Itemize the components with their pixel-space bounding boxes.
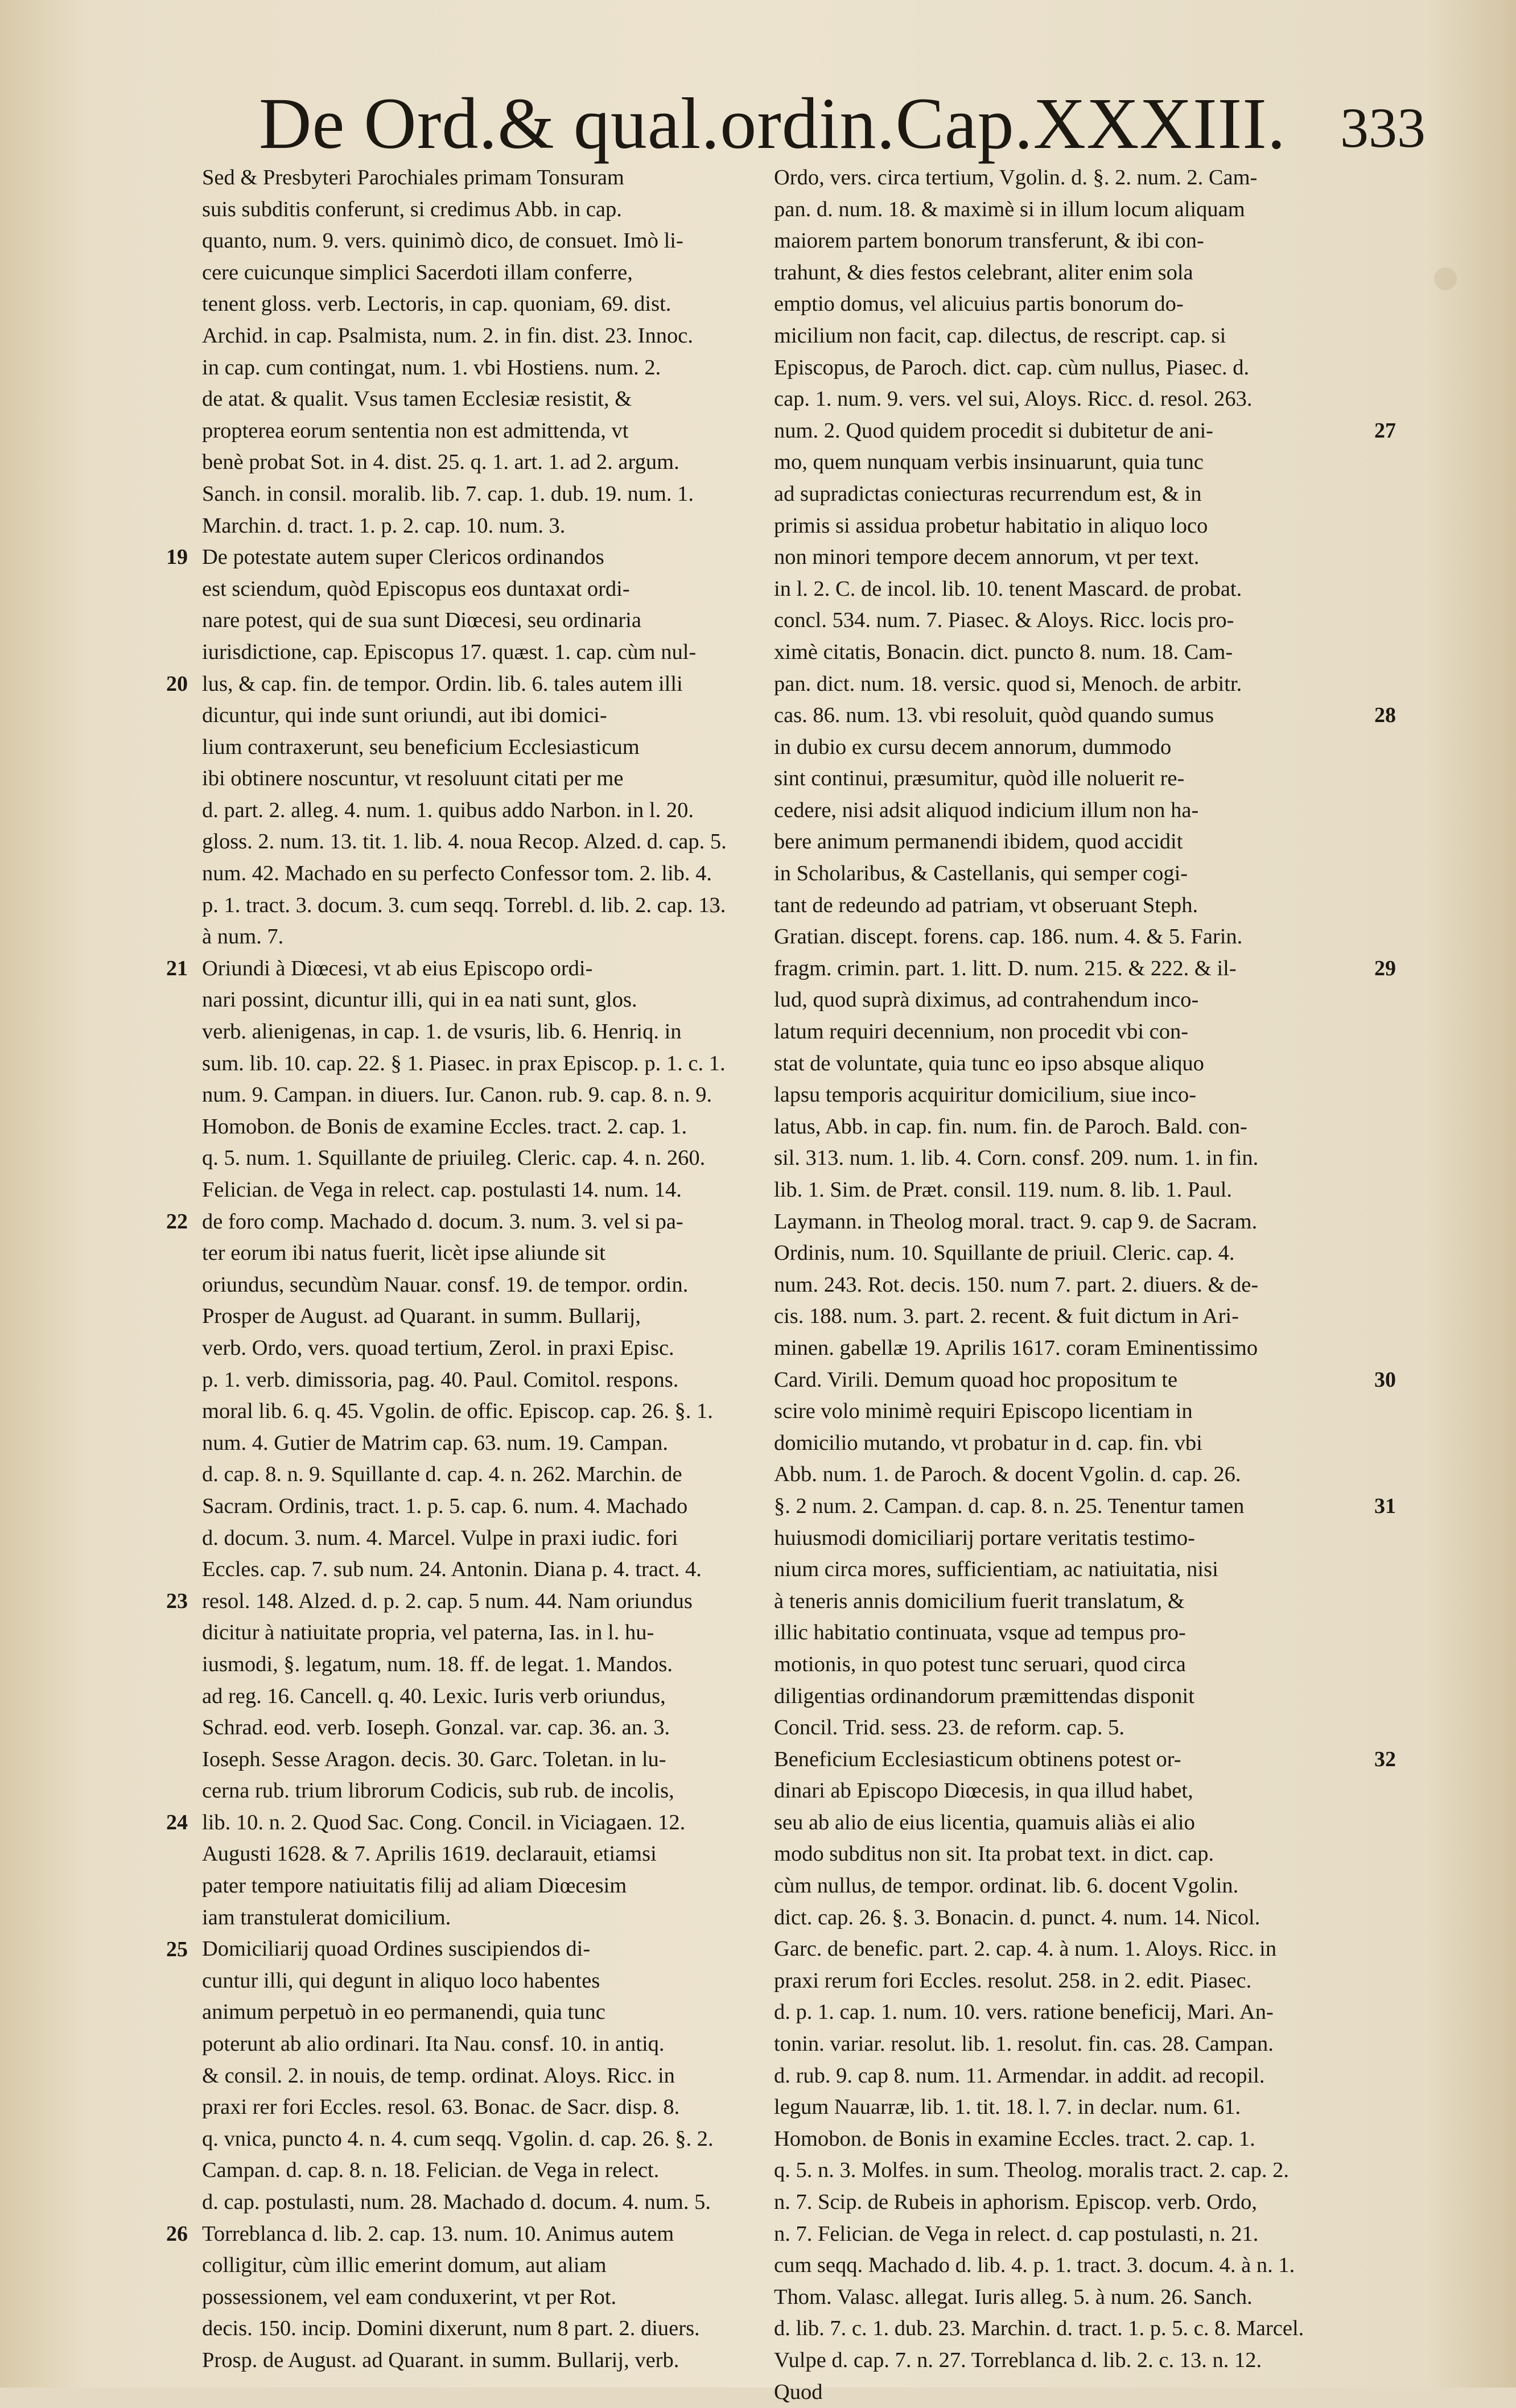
text-line: praxi rerum fori Eccles. resolut. 258. in 2. edit. Piasec.	[774, 1968, 1252, 1993]
text-line: cùm nullus, de tempor. ordinat. lib. 6. docent Vgolin.	[774, 1874, 1239, 1898]
text-line: fragm. crimin. part. 1. litt. D. num. 215. & 222. & il-	[774, 956, 1237, 980]
text-line: d. rub. 9. cap 8. num. 11. Armendar. in addit. ad recopil.	[774, 2063, 1265, 2088]
text-line: dinari ab Episcopo Diœcesis, in qua illud habet,	[774, 1779, 1193, 1803]
text-line: lud, quod suprà diximus, ad contrahendum inco-	[774, 988, 1199, 1012]
page-number: 333	[1340, 96, 1426, 159]
text-line: Abb. num. 1. de Paroch. & docent Vgolin. d. cap. 26.	[774, 1462, 1241, 1487]
text-line: d. lib. 7. c. 1. dub. 23. Marchin. d. tract. 1. p. 5. c. 8. Marcel.	[774, 2316, 1304, 2341]
text-line: seu ab alio de eius licentia, quamuis aliàs ei alio	[774, 1810, 1195, 1834]
text-line: sil. 313. num. 1. lib. 4. Corn. consf. 209. num. 1. in fin.	[774, 1146, 1259, 1170]
text-line: d. cap. 8. n. 9. Squillante d. cap. 4. n. 262. Marchin. de	[202, 1462, 682, 1487]
text-line: Ordinis, num. 10. Squillante de priuil. Cleric. cap. 4.	[774, 1241, 1235, 1265]
text-line: num. 243. Rot. decis. 150. num 7. part. 2. diuers. & de-	[774, 1272, 1259, 1297]
text-line: Concil. Trid. sess. 23. de reform. cap. 5.	[774, 1716, 1124, 1740]
text-line: de foro comp. Machado d. docum. 3. num. 3. vel si pa-	[202, 1209, 683, 1234]
text-line: maiorem partem bonorum transferunt, & ibi con-	[774, 229, 1204, 253]
text-line: q. 5. n. 3. Molfes. in sum. Theolog. moralis tract. 2. cap. 2.	[774, 2158, 1289, 2183]
text-line: nare potest, qui de sua sunt Diœcesi, seu ordinaria	[202, 608, 641, 633]
text-line: Ioseph. Sesse Aragon. decis. 30. Garc. Toletan. in lu-	[202, 1747, 666, 1771]
text-line: Card. Virili. Demum quoad hoc propositum te	[774, 1367, 1178, 1392]
text-line: Beneficium Ecclesiasticum obtinens potest or-	[774, 1747, 1181, 1771]
text-line: tonin. variar. resolut. lib. 1. resolut. fin. cas. 28. Campan.	[774, 2032, 1274, 2056]
text-line: Vulpe d. cap. 7. n. 27. Torreblanca d. lib. 2. c. 13. n. 12.	[774, 2348, 1262, 2372]
text-line: p. 1. verb. dimissoria, pag. 40. Paul. Comitol. respons.	[202, 1367, 679, 1392]
text-line: d. p. 1. cap. 1. num. 10. vers. ratione beneficij, Mari. An-	[774, 2000, 1274, 2024]
text-line: Augusti 1628. & 7. Aprilis 1619. declarauit, etiamsi	[202, 1842, 657, 1866]
text-line: tant de redeundo ad patriam, vt obseruant Steph.	[774, 893, 1198, 917]
text-line: cas. 86. num. 13. vbi resoluit, quòd quando sumus	[774, 703, 1214, 728]
text-line: & consil. 2. in nouis, de temp. ordinat. Aloys. Ricc. in	[202, 2063, 675, 2088]
text-line: illic habitatio continuata, vsque ad tempus pro-	[774, 1621, 1186, 1645]
text-line: non minori tempore decem annorum, vt per text.	[774, 545, 1200, 570]
paper-stain	[1434, 267, 1457, 290]
paragraph-number: 30	[1374, 1367, 1396, 1392]
text-line: in l. 2. C. de incol. lib. 10. tenent Mascard. de probat.	[774, 576, 1242, 601]
paragraph-number: 31	[1374, 1494, 1396, 1519]
text-line: stat de voluntate, quia tunc eo ipso absque aliquo	[774, 1051, 1204, 1075]
text-line: sum. lib. 10. cap. 22. § 1. Piasec. in prax Episcop. p. 1. c. 1.	[202, 1051, 726, 1075]
paragraph-number: 26	[166, 2222, 188, 2246]
text-line: sint continui, præsumitur, quòd ille noluerit re-	[774, 766, 1185, 791]
text-line: à teneris annis domicilium fuerit translatum, &	[774, 1589, 1185, 1613]
text-line: ibi obtinere noscuntur, vt resoluunt citati per me	[202, 766, 624, 791]
text-line: emptio domus, vel alicuius partis bonorum do-	[774, 292, 1184, 316]
text-line: nari possint, dicuntur illi, qui in ea nati sunt, glos.	[202, 988, 637, 1012]
text-line: cedere, nisi adsit aliquod indicium illum non ha-	[774, 798, 1199, 822]
paragraph-number: 21	[166, 956, 188, 980]
text-line: Felician. de Vega in relect. cap. postulasti 14. num. 14.	[202, 1178, 682, 1202]
paragraph-number: 25	[166, 1937, 188, 1961]
text-line: decis. 150. incip. Domini dixerunt, num 8 part. 2. diuers.	[202, 2316, 700, 2341]
text-line: micilium non facit, cap. dilectus, de rescript. cap. si	[774, 323, 1226, 348]
text-line: diligentias ordinandorum præmittendas disponit	[774, 1684, 1194, 1708]
text-line: iam transtulerat domicilium.	[202, 1905, 451, 1929]
text-line: d. part. 2. alleg. 4. num. 1. quibus addo Narbon. in l. 20.	[202, 798, 694, 822]
paragraph-number: 22	[166, 1209, 188, 1234]
text-line: p. 1. tract. 3. docum. 3. cum seqq. Torrebl. d. lib. 2. cap. 13.	[202, 893, 726, 917]
text-line: tenent gloss. verb. Lectoris, in cap. quoniam, 69. dist.	[202, 292, 672, 316]
text-line: concl. 534. num. 7. Piasec. & Aloys. Ricc. locis pro-	[774, 608, 1234, 633]
text-line: moral lib. 6. q. 45. Vgolin. de offic. Episcop. cap. 26. §. 1.	[202, 1399, 713, 1424]
text-line: cerna rub. trium librorum Codicis, sub rub. de incolis,	[202, 1779, 674, 1803]
text-line: domicilio mutando, vt probatur in d. cap. fin. vbi	[774, 1430, 1202, 1455]
text-line: Quod	[774, 2380, 823, 2404]
paragraph-number: 29	[1374, 956, 1396, 980]
text-line: num. 42. Machado en su perfecto Confessor tom. 2. lib. 4.	[202, 861, 712, 886]
text-line: pater tempore natiuitatis filij ad aliam Diœcesim	[202, 1874, 627, 1898]
text-line: motionis, in quo potest tunc seruari, quod circa	[774, 1652, 1186, 1676]
paragraph-number: 24	[166, 1811, 188, 1835]
text-line: trahunt, & dies festos celebrant, aliter enim sola	[774, 260, 1193, 284]
text-line: primis si assidua probetur habitatio in aliquo loco	[774, 513, 1208, 538]
text-line: Eccles. cap. 7. sub num. 24. Antonin. Diana p. 4. tract. 4.	[202, 1557, 702, 1582]
text-line: cere cuicunque simplici Sacerdoti illam conferre,	[202, 260, 633, 284]
paragraph-number: 19	[166, 545, 188, 570]
text-line: Sanch. in consil. moralib. lib. 7. cap. 1. dub. 19. num. 1.	[202, 481, 694, 506]
text-line: scire volo minimè requiri Episcopo licentiam in	[774, 1399, 1193, 1424]
text-line: cap. 1. num. 9. vers. vel sui, Aloys. Ricc. d. resol. 263.	[774, 387, 1253, 411]
text-line: dicitur à natiuitate propria, vel paterna, Ias. in l. hu-	[202, 1621, 654, 1645]
paragraph-number: 28	[1374, 703, 1396, 728]
text-line: colligitur, cùm illic emerint domum, aut aliam	[202, 2253, 607, 2278]
text-line: Episcopus, de Paroch. dict. cap. cùm nullus, Piasec. d.	[774, 355, 1250, 380]
text-line: Garc. de benefic. part. 2. cap. 4. à num. 1. Aloys. Ricc. in	[774, 1937, 1277, 1961]
text-line: legum Nauarræ, lib. 1. tit. 18. l. 7. in declar. num. 61.	[774, 2095, 1241, 2120]
text-line: Prosper de August. ad Quarant. in summ. Bullarij,	[202, 1304, 641, 1329]
text-line: in dubio ex cursu decem annorum, dummodo	[774, 735, 1172, 759]
text-line: Torreblanca d. lib. 2. cap. 13. num. 10. Animus autem	[202, 2221, 674, 2246]
text-line: num. 9. Campan. in diuers. Iur. Canon. rub. 9. cap. 8. n. 9.	[202, 1083, 712, 1107]
text-line: num. 4. Gutier de Matrim cap. 63. num. 19. Campan.	[202, 1430, 669, 1455]
text-line: d. docum. 3. num. 4. Marcel. Vulpe in praxi iudic. fori	[202, 1525, 678, 1550]
text-line: pan. dict. num. 18. versic. quod si, Menoch. de arbitr.	[774, 671, 1242, 696]
text-line: lib. 1. Sim. de Præt. consil. 119. num. 8. lib. 1. Paul.	[774, 1178, 1232, 1202]
text-line: Ordo, vers. circa tertium, Vgolin. d. §. 2. num. 2. Cam-	[774, 166, 1258, 189]
text-line: de atat. & qualit. Vsus tamen Ecclesiæ resistit, &	[202, 387, 632, 411]
text-line: pan. d. num. 18. & maximè si in illum locum aliquam	[774, 197, 1245, 221]
text-line: modo subditus non sit. Ita probat text. in dict. cap.	[774, 1842, 1214, 1866]
text-line: dicuntur, qui inde sunt oriundi, aut ibi domici-	[202, 703, 607, 728]
text-line: d. cap. postulasti, num. 28. Machado d. docum. 4. num. 5.	[202, 2190, 711, 2214]
text-line: mo, quem nunquam verbis insinuarunt, quia tunc	[774, 450, 1204, 475]
text-line: latum requiri decennium, non procedit vbi con-	[774, 1020, 1189, 1044]
text-line: Sed & Presbyteri Parochiales primam Tonsuram	[202, 166, 624, 189]
text-line: lapsu temporis acquiritur domicilium, siue inco-	[774, 1083, 1197, 1107]
text-line: cuntur illi, qui degunt in aliquo loco habentes	[202, 1968, 600, 1993]
text-line: in cap. cum contingat, num. 1. vbi Hostiens. num. 2.	[202, 355, 661, 380]
text-line: De potestate autem super Clericos ordinandos	[202, 545, 604, 570]
text-line: verb. Ordo, vers. quoad tertium, Zerol. in praxi Episc.	[202, 1335, 674, 1360]
left-column-text	[202, 162, 794, 2372]
text-line: verb. alienigenas, in cap. 1. de vsuris, lib. 6. Henriq. in	[202, 1020, 682, 1044]
text-line: resol. 148. Alzed. d. p. 2. cap. 5 num. 44. Nam oriundus	[202, 1589, 693, 1613]
text-line: Prosp. de August. ad Quarant. in summ. Bullarij, verb.	[202, 2348, 679, 2372]
text-line: praxi rer fori Eccles. resol. 63. Bonac. de Sacr. disp. 8.	[202, 2095, 680, 2120]
text-line: dict. cap. 26. §. 3. Bonacin. d. punct. 4. num. 14. Nicol.	[774, 1905, 1260, 1929]
text-line: Thom. Valasc. allegat. Iuris alleg. 5. à num. 26. Sanch.	[774, 2285, 1253, 2309]
text-line: à num. 7.	[202, 925, 284, 949]
running-title: De Ord.& qual.ordin.Cap.XXXIII.	[259, 83, 1286, 164]
text-line: cum seqq. Machado d. lib. 4. p. 1. tract. 3. docum. 4. à n. 1.	[774, 2253, 1295, 2278]
text-line: suis subditis conferunt, si credimus Abb. in cap.	[202, 197, 622, 221]
text-line: ximè citatis, Bonacin. dict. puncto 8. num. 18. Cam-	[774, 640, 1233, 664]
text-line: poterunt ab alio ordinari. Ita Nau. consf. 10. in antiq.	[202, 2032, 665, 2056]
paragraph-number: 27	[1374, 418, 1396, 443]
text-line: num. 2. Quod quidem procedit si dubitetur de ani-	[774, 418, 1213, 443]
text-line: huiusmodi domiciliarij portare veritatis testimo-	[774, 1525, 1195, 1550]
text-line: oriundus, secundùm Nauar. consf. 19. de tempor. ordin.	[202, 1272, 689, 1297]
text-line: propterea eorum sententia non est admittenda, vt	[202, 418, 629, 443]
text-line: Campan. d. cap. 8. n. 18. Felician. de Vega in relect.	[202, 2158, 660, 2183]
text-line: n. 7. Felician. de Vega in relect. d. cap postulasti, n. 21.	[774, 2221, 1259, 2246]
paragraph-number: 32	[1374, 1747, 1396, 1771]
text-line: ter eorum ibi natus fuerit, licèt ipse aliunde sit	[202, 1241, 605, 1265]
text-line: lus, & cap. fin. de tempor. Ordin. lib. 6. tales autem illi	[202, 671, 683, 696]
paragraph-number: 23	[166, 1589, 188, 1613]
text-line: Marchin. d. tract. 1. p. 2. cap. 10. num. 3.	[202, 513, 566, 538]
text-line: Archid. in cap. Psalmista, num. 2. in fin. dist. 23. Innoc.	[202, 323, 693, 348]
text-line: Schrad. eod. verb. Ioseph. Gonzal. var. cap. 36. an. 3.	[202, 1716, 670, 1740]
text-line: minen. gabellæ 19. Aprilis 1617. coram Eminentissimo	[774, 1335, 1258, 1360]
text-line: ad reg. 16. Cancell. q. 40. Lexic. Iuris verb oriundus,	[202, 1684, 666, 1708]
text-line: iurisdictione, cap. Episcopus 17. quæst. 1. cap. cùm nul-	[202, 640, 697, 664]
text-line: Oriundi à Diœcesi, vt ab eius Episcopo ordi-	[202, 956, 593, 980]
text-line: in Scholaribus, & Castellanis, qui semper cogi-	[774, 861, 1188, 886]
text-line: iusmodi, §. legatum, num. 18. ff. de legat. 1. Mandos.	[202, 1652, 673, 1676]
text-line: nium circa mores, sufficientiam, ac natiuitatia, nisi	[774, 1557, 1218, 1582]
text-line: §. 2 num. 2. Campan. d. cap. 8. n. 25. Tenentur tamen	[774, 1494, 1245, 1518]
text-line: Homobon. de Bonis in examine Eccles. tract. 2. cap. 1.	[774, 2126, 1255, 2151]
text-line: cis. 188. num. 3. part. 2. recent. & fuit dictum in Ari-	[774, 1304, 1239, 1329]
text-line: lium contraxerunt, seu beneficium Ecclesiasticum	[202, 735, 640, 759]
text-line: possessionem, vel eam conduxerint, vt per Rot.	[202, 2285, 617, 2309]
text-line: est sciendum, quòd Episcopus eos duntaxat ordi-	[202, 576, 630, 601]
right-column-text	[774, 162, 1366, 2404]
text-line: q. vnica, puncto 4. n. 4. cum seqq. Vgolin. d. cap. 26. §. 2.	[202, 2126, 714, 2151]
text-line: quanto, num. 9. vers. quinimò dico, de consuet. Imò li-	[202, 229, 683, 253]
text-line: lib. 10. n. 2. Quod Sac. Cong. Concil. in Viciagaen. 12.	[202, 1810, 686, 1834]
text-line: Laymann. in Theolog moral. tract. 9. cap 9. de Sacram.	[774, 1209, 1258, 1234]
text-line: ad supradictas coniecturas recurrendum est, & in	[774, 481, 1202, 506]
text-line: benè probat Sot. in 4. dist. 25. q. 1. art. 1. ad 2. argum.	[202, 450, 679, 475]
text-line: Homobon. de Bonis de examine Eccles. tract. 2. cap. 1.	[202, 1114, 687, 1139]
paragraph-number: 20	[166, 671, 188, 696]
text-line: gloss. 2. num. 13. tit. 1. lib. 4. noua Recop. Alzed. d. cap. 5.	[202, 830, 727, 854]
text-line: bere animum permanendi ibidem, quod accidit	[774, 830, 1183, 854]
page-header	[259, 85, 1426, 162]
text-line: n. 7. Scip. de Rubeis in aphorism. Episcop. verb. Ordo,	[774, 2190, 1258, 2214]
text-line: q. 5. num. 1. Squillante de priuileg. Cleric. cap. 4. n. 260.	[202, 1146, 706, 1170]
text-line: latus, Abb. in cap. fin. num. fin. de Paroch. Bald. con-	[774, 1114, 1247, 1139]
text-line: Gratian. discept. forens. cap. 186. num. 4. & 5. Farin.	[774, 925, 1243, 949]
text-line: Domiciliarij quoad Ordines suscipiendos di-	[202, 1937, 591, 1961]
text-line: animum perpetuò in eo permanendi, quia tunc	[202, 2000, 605, 2024]
text-line: Sacram. Ordinis, tract. 1. p. 5. cap. 6. num. 4. Machado	[202, 1494, 688, 1518]
